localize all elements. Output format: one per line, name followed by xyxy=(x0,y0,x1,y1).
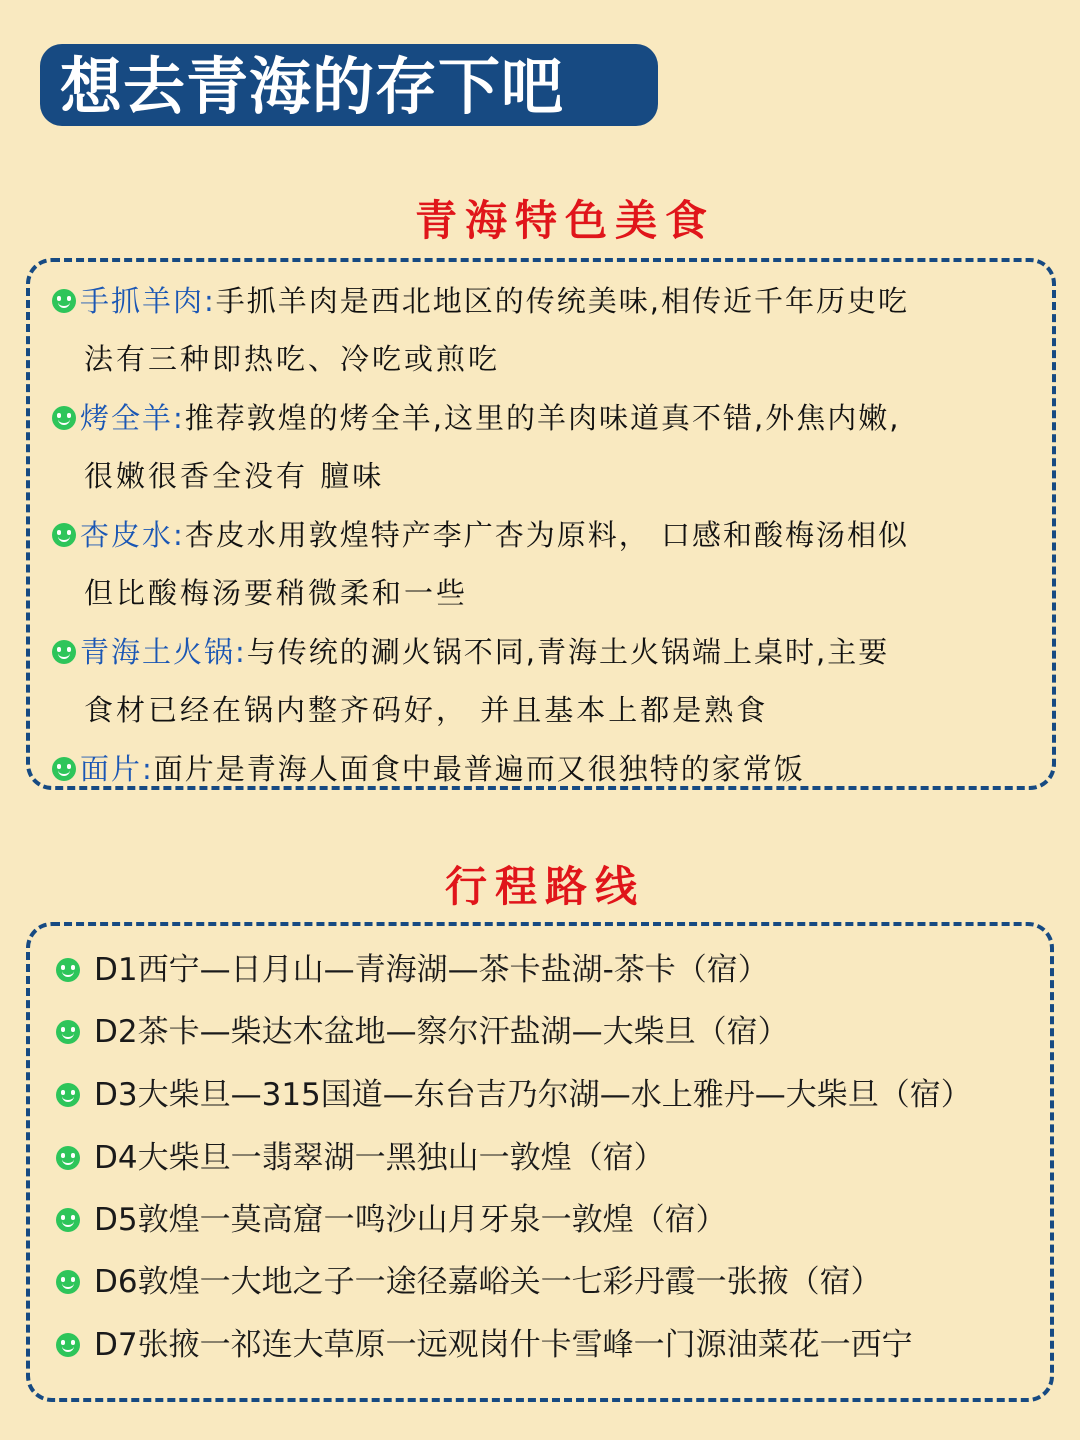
food-desc-cont: 很嫩很香全没有 膻味 xyxy=(84,459,385,493)
route-day-text: D4大柴旦一翡翠湖一黑独山一敦煌（宿） xyxy=(94,1140,665,1176)
smiley-icon xyxy=(56,1083,80,1107)
food-name: 青海土火锅: xyxy=(80,635,247,669)
food-desc: 推荐敦煌的烤全羊,这里的羊肉味道真不错,外焦内嫩, xyxy=(184,401,901,435)
route-day xyxy=(56,1190,727,1250)
food-desc-cont: 但比酸梅汤要稍微柔和一些 xyxy=(84,576,469,610)
route-day-text: D6敦煌一大地之子一途径嘉峪关一七彩丹霞一张掖（宿） xyxy=(94,1264,882,1300)
route-day-text: D3大柴旦—315国道—东台吉乃尔湖—水上雅丹—大柴旦（宿） xyxy=(94,1077,972,1113)
route-day xyxy=(56,1252,882,1312)
route-day xyxy=(56,1065,972,1125)
smiley-icon xyxy=(56,1020,80,1044)
smiley-icon xyxy=(56,1208,80,1232)
route-day xyxy=(56,1128,665,1188)
route-day xyxy=(56,940,769,1000)
smiley-icon xyxy=(52,289,76,313)
food-section-heading: 青海特色美食 xyxy=(414,196,715,245)
route-day-text: D7张掖一祁连大草原一远观岗什卡雪峰一门源油菜花一西宁 xyxy=(94,1327,913,1363)
food-desc-cont: 食材已经在锅内整齐码好， 并且基本上都是熟食 xyxy=(84,693,769,727)
smiley-icon xyxy=(56,1270,80,1294)
food-name: 烤全羊: xyxy=(80,401,185,435)
food-name: 手抓羊肉: xyxy=(80,284,216,318)
food-desc-cont: 法有三种即热吃、冷吃或煎吃 xyxy=(84,342,501,376)
smiley-icon xyxy=(56,1146,80,1170)
smiley-icon xyxy=(52,406,76,430)
food-name: 杏皮水: xyxy=(80,518,185,552)
smiley-icon xyxy=(56,1333,80,1357)
page-title: 想去青海的存下吧 xyxy=(60,50,565,123)
smiley-icon xyxy=(56,958,80,982)
food-desc: 面片是青海人面食中最普遍而又很独特的家常饭 xyxy=(153,752,805,786)
food-name: 面片: xyxy=(80,752,154,786)
route-day-text: D1西宁—日月山—青海湖—茶卡盐湖-茶卡（宿） xyxy=(94,952,769,988)
smiley-icon xyxy=(52,640,76,664)
route-section-heading: 行程路线 xyxy=(444,862,645,911)
route-day-text: D2茶卡—柴达木盆地—察尔汗盐湖—大柴旦（宿） xyxy=(94,1014,789,1050)
route-day xyxy=(56,1315,913,1375)
food-desc: 杏皮水用敦煌特产李广杏为原料， 口感和酸梅汤相似 xyxy=(184,518,910,552)
smiley-icon xyxy=(52,757,76,781)
food-desc: 与传统的涮火锅不同,青海土火锅端上桌时,主要 xyxy=(246,635,890,669)
food-desc: 手抓羊肉是西北地区的传统美味,相传近千年历史吃 xyxy=(215,284,910,318)
route-day xyxy=(56,1002,789,1062)
smiley-icon xyxy=(52,523,76,547)
route-day-text: D5敦煌一莫高窟一鸣沙山月牙泉一敦煌（宿） xyxy=(94,1202,727,1238)
